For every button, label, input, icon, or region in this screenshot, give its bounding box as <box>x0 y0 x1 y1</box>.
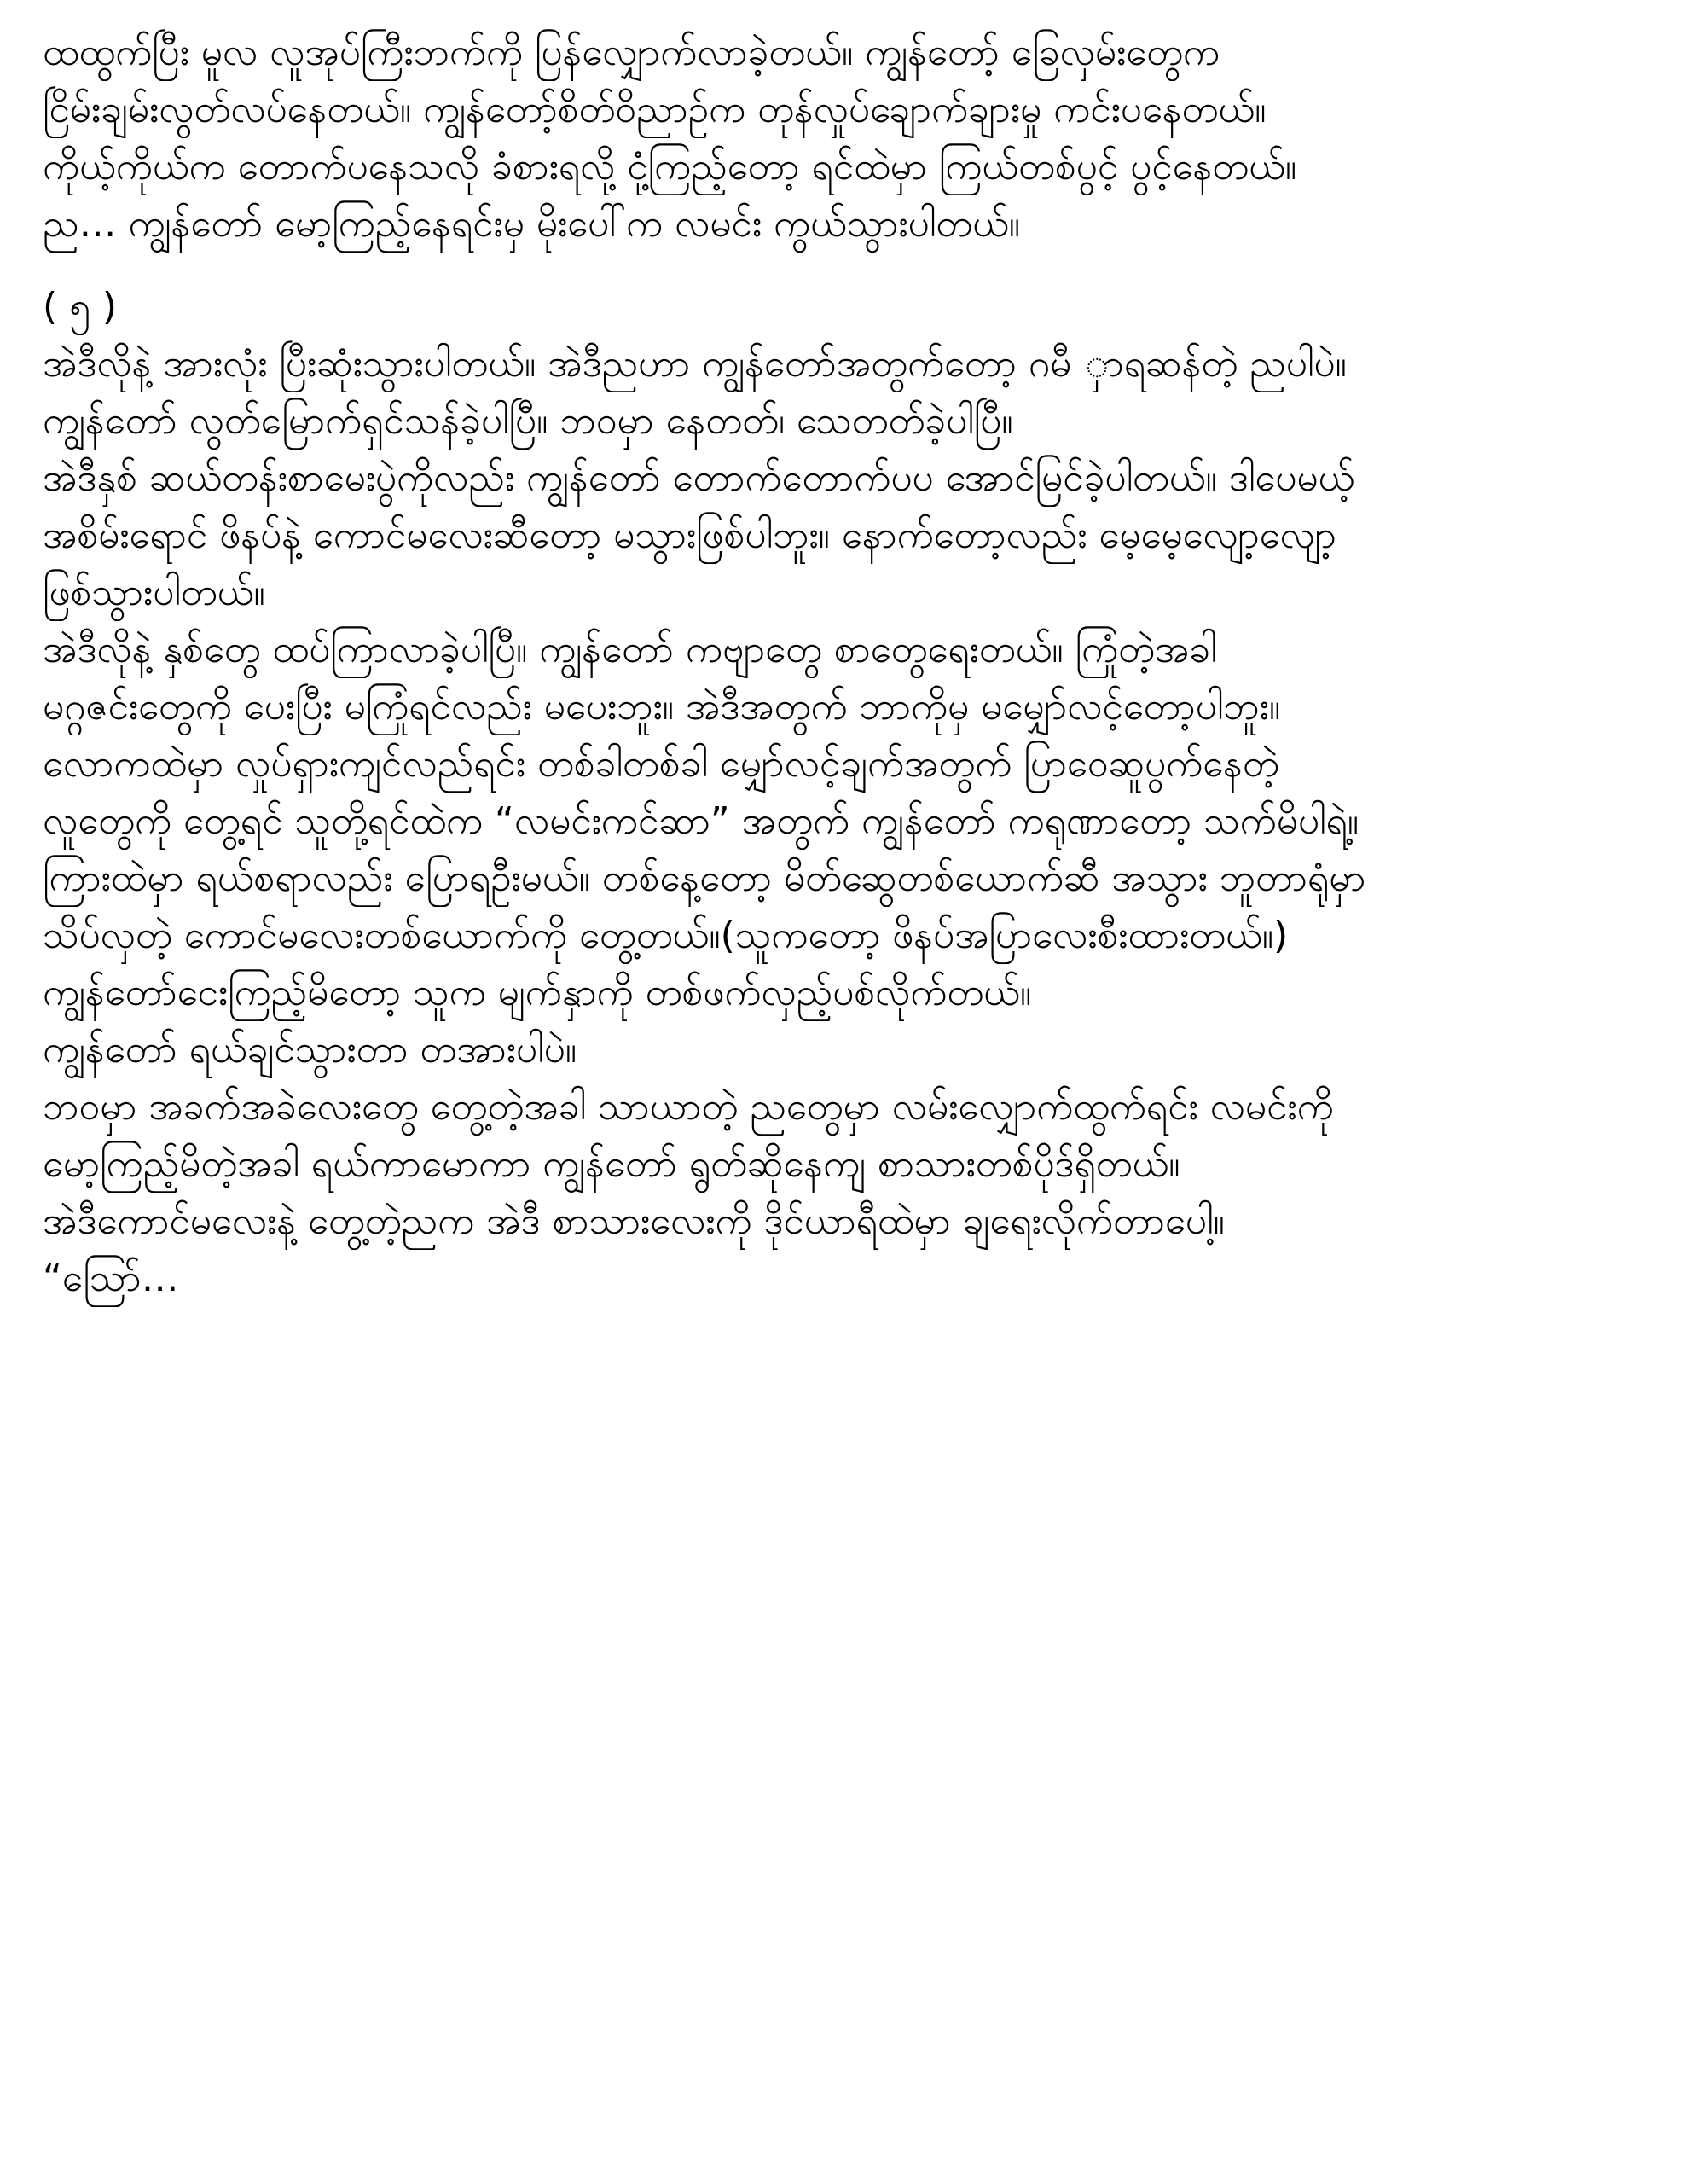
text-line: ငြိမ်းချမ်းလွတ်လပ်နေတယ်။ ကျွန်တော့်စိတ်ဝိညာဉ်က တုန်လှုပ်ချောက်ချားမှု ကင်းပနေတယ်။ <box>43 88 1267 131</box>
text-line: ကျွန်တော် ရယ်ချင်သွားတာ တအားပါပဲ။ <box>43 1028 577 1072</box>
text-line: အဲဒီလိုနဲ့ အားလုံး ပြီးဆုံးသွားပါတယ်။ အဲဒီညဟာ ကျွန်တော်အတွက်တော့ ဂမီ ှာရဆန်တဲ့ ညပါပဲ။ <box>43 342 1347 386</box>
text-line: ဘဝမှာ အခက်အခဲလေးတွေ တွေ့တဲ့အခါ သာယာတဲ့ ညတွေမှာ လမ်းလျှောက်ထွက်ရင်း လမင်းကို <box>43 1085 1334 1129</box>
text-line: အဲဒီကောင်မလေးနဲ့ တွေ့တဲ့ညက အဲဒီ စာသားလေးကို ဒိုင်ယာရီထဲမှာ ချရေးလိုက်တာပေါ့။ <box>43 1199 1225 1243</box>
text-line: ဖြစ်သွားပါတယ်။ <box>43 571 265 614</box>
text-line: ကျွန်တော် လွတ်မြောက်ရှင်သန်ခဲ့ပါပြီ။ ဘဝမှာ နေတတ်၊ သေတတ်ခဲ့ပါပြီ။ <box>43 399 1013 443</box>
text-line: “သြော်… <box>43 1257 179 1300</box>
paragraph-gap <box>43 253 1655 278</box>
document-page <box>43 24 1655 1307</box>
text-line: လူတွေကို တွေ့ရင် သူတို့ရင်ထဲက “လမင်းကင်ဆာ” အတွက် ကျွန်တော် ကရုဏာတော့ သက်မိပါရဲ့။ <box>43 799 1359 843</box>
text-line: အဲဒီနှစ် ဆယ်တန်းစာမေးပွဲကိုလည်း ကျွန်တော် တောက်တောက်ပပ အောင်မြင်ခဲ့ပါတယ်။ ဒါပေမယ့် <box>43 456 1355 500</box>
text-line: အဲဒီလိုနဲ့ နှစ်တွေ ထပ်ကြာလာခဲ့ပါပြီ။ ကျွန်တော် ကဗျာတွေ စာတွေရေးတယ်။ ကြုံတဲ့အခါ <box>43 628 1217 671</box>
text-line: မဂ္ဂဇင်းတွေကို ပေးပြီး မကြုံရင်လည်း မပေးဘူး။ အဲဒီအတွက် ဘာကိုမှ မမျှော်လင့်တော့ပါဘူး။ <box>43 685 1281 729</box>
paragraph-2 <box>43 335 1655 1307</box>
text-line: ထထွက်ပြီး မူလ လူအုပ်ကြီးဘက်ကို ပြန်လျှောက်လာခဲ့တယ်။ ကျွန်တော့် ခြေလှမ်းတွေက <box>43 31 1220 74</box>
text-line: မော့ကြည့်မိတဲ့အခါ ရယ်ကာမောကာ ကျွန်တော် ရွတ်ဆိုနေကျ စာသားတစ်ပိုဒ်ရှိတယ်။ <box>43 1142 1180 1186</box>
text-line: ကိုယ့်ကိုယ်က တောက်ပနေသလို ခံစားရလို့ ငုံ့ကြည့်တော့ ရင်ထဲမှာ ကြယ်တစ်ပွင့် ပွင့်နေတယ်။ <box>43 145 1297 189</box>
text-line: အစိမ်းရောင် ဖိနပ်နဲ့ ကောင်မလေးဆီတော့ မသွားဖြစ်ပါဘူး။ နောက်တော့လည်း မေ့မေ့လျော့လျော့ <box>43 514 1336 557</box>
text-line: ကျွန်တော်ငေးကြည့်မိတော့ သူက မျက်နှာကို တစ်ဖက်လှည့်ပစ်လိုက်တယ်။ <box>43 971 1032 1014</box>
section-number: ( ၅ ) <box>43 285 118 328</box>
text-line: ကြားထဲမှာ ရယ်စရာလည်း ပြောရဦးမယ်။ တစ်နေ့တော့ မိတ်ဆွေတစ်ယောက်ဆီ အသွား ဘူတာရုံမှာ <box>43 857 1366 900</box>
text-line: လောကထဲမှာ လှုပ်ရှားကျင်လည်ရင်း တစ်ခါတစ်ခါ မျှော်လင့်ချက်အတွက် ပြာဝေဆူပွက်နေတဲ့ <box>43 742 1279 786</box>
text-line: သိပ်လှတဲ့ ကောင်မလေးတစ်ယောက်ကို တွေ့တယ်။(သူကတော့ ဖိနပ်အပြာလေးစီးထားတယ်။) <box>43 914 1289 957</box>
text-line: ည… ကျွန်တော် မော့ကြည့်နေရင်းမှ မိုးပေါ်က လမင်း ကွယ်သွားပါတယ်။ <box>43 202 1021 246</box>
paragraph-1 <box>43 24 1655 253</box>
